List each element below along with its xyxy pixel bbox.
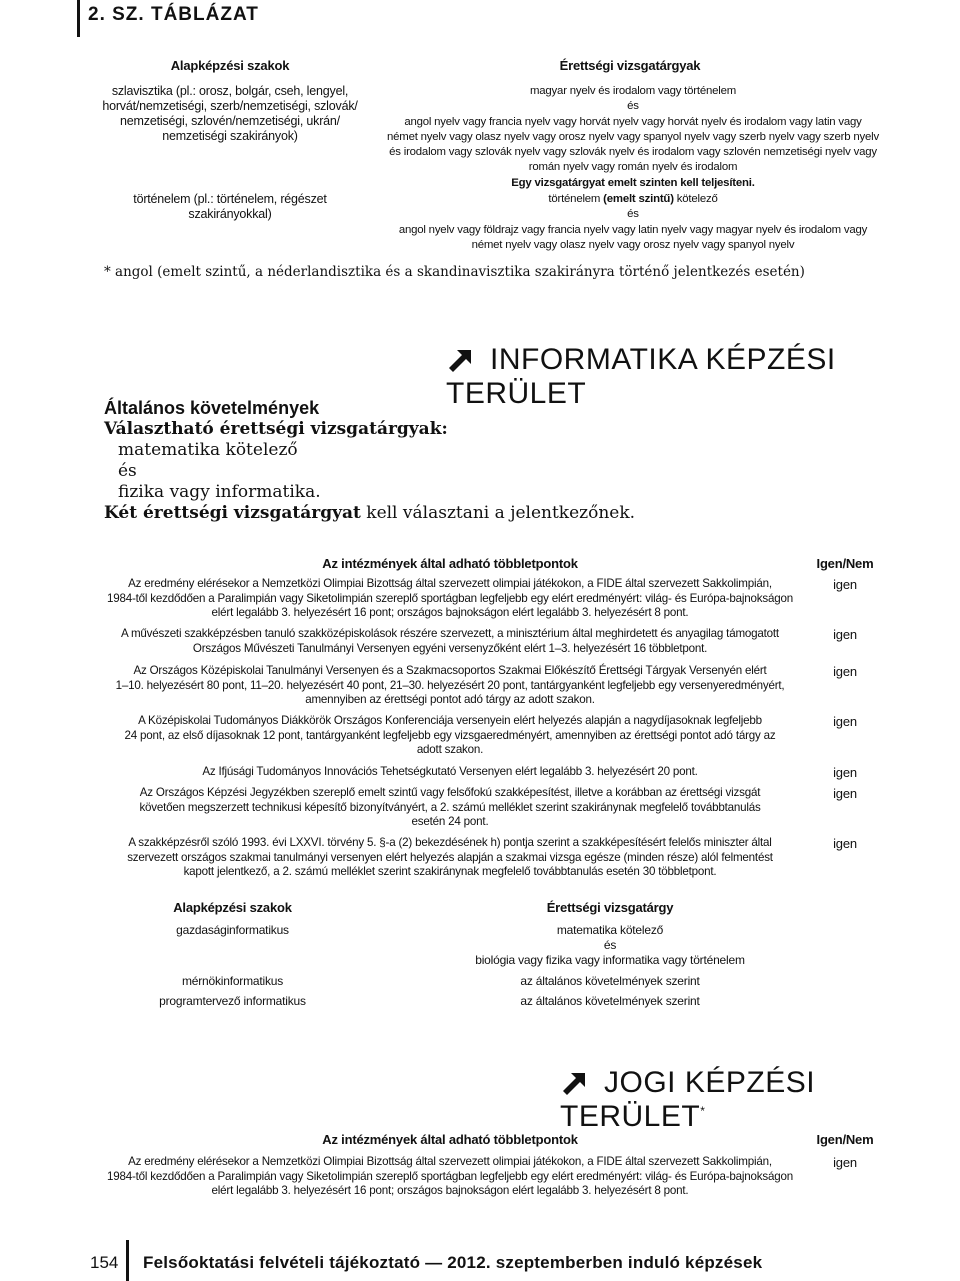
text-line: angol nyelv vagy francia nyelv vagy horvát nyelv vagy horvát nyelv és irodalom vagy latin vagy xyxy=(404,115,862,128)
text-line: Az Országos Képzési Jegyzékben szereplő emelt szintű vagy felsőfokú szakképesítést, illetve a korábban az érettségi vizsgát xyxy=(139,786,761,799)
majors-header: Alapképzési szakok xyxy=(173,900,292,915)
yesno-header: Igen/Nem xyxy=(816,1132,874,1147)
major-name: programtervező informatikus xyxy=(159,994,306,1008)
header-title: 2. SZ. TÁBLÁZAT xyxy=(88,4,259,25)
footnote-marker: * xyxy=(700,1104,706,1118)
text-line: biológia vagy fizika vagy informatika vagy történelem xyxy=(475,953,745,967)
text-line: 1984-től kezdődően a Paralimpián vagy Siketolimpián szereplő sportágban legfeljebb egy elért eredményért: világ- és Európa-bajnokságon xyxy=(106,591,793,605)
text-line: 1984-től kezdődően a Paralimpián vagy Siketolimpián szereplő sportágban legfeljebb egy elért eredményért: világ- és Európa-bajnokságon xyxy=(106,1169,793,1183)
bonus-answer: igen xyxy=(833,627,857,642)
major-subjects: az általános követelmények szerint xyxy=(520,974,700,988)
bonus-table-header: Az intézmények által adható többletpontok xyxy=(322,556,578,571)
text-line xyxy=(104,503,704,524)
bonus-answer: igen xyxy=(833,1155,857,1170)
text-line: horvát/nemzetiségi, szerb/nemzetiségi, szlovák/ xyxy=(102,99,358,113)
table1-row2-subjects xyxy=(358,192,908,253)
footnote: * angol (emelt szintű, a néderlandisztika és a skandinavisztika szakirányra történő jelentkezés esetén) xyxy=(104,264,805,280)
general-requirements xyxy=(104,398,704,524)
table1-right-header: Érettségi vizsgatárgyak xyxy=(559,58,701,73)
table1-row1-subjects xyxy=(358,84,908,191)
text-line: német nyelv vagy olasz nyelv vagy orosz nyelv vagy spanyol nyelv vagy szerb nyelv vagy szerb nyelv xyxy=(387,130,879,143)
section-title-text: JOGI KÉPZÉSI TERÜLET xyxy=(560,1066,816,1133)
text-line: követően megszerzett technikusi képesítő bizonyítványért, a 2. számú melléklet szerint szakiránynak megfelelő továbbtanulás xyxy=(139,800,761,814)
text-line: esetén 24 pont. xyxy=(411,815,489,828)
major-subjects xyxy=(420,923,800,968)
text-span: történelem xyxy=(548,193,604,205)
table1-row1-majors xyxy=(100,84,360,144)
arrow-icon xyxy=(560,1070,588,1098)
text-span: kötelező xyxy=(673,193,718,205)
bonus-answer: igen xyxy=(833,577,857,592)
jogi-section-title xyxy=(560,1066,960,1134)
text-line: A művészeti szakképzésben tanuló szakközépiskolások részére szervezett, a minisztérium által meghirdetett és anyagilag támogatott xyxy=(121,627,779,640)
bonus-row xyxy=(100,627,800,656)
text-span: Két érettségi vizsgatárgyat xyxy=(104,503,361,523)
major-name: gazdaságinformatikus xyxy=(176,923,289,937)
bonus-row xyxy=(100,836,800,880)
bonus-row xyxy=(100,1155,800,1199)
text-line: és xyxy=(118,461,137,481)
text-span: kell választani a jelentkezőnek. xyxy=(360,503,636,523)
bonus-row xyxy=(100,786,800,830)
requirement-note: Egy vizsgatárgyat emelt szinten kell teljesíteni. xyxy=(511,176,755,189)
bonus-answer: igen xyxy=(833,836,857,851)
yesno-header: Igen/Nem xyxy=(816,556,874,571)
major-subjects: az általános követelmények szerint xyxy=(520,994,700,1008)
text-line: Országos Művészeti Tanulmányi Versenyen egyéni versenyzőként elért 1–3. helyezésért 16 többletpont. xyxy=(192,641,708,655)
text-line: Az eredmény elérésekor a Nemzetközi Olimpiai Bizottság által szervezett olimpiai játékokon, a FIDE által szervezett Sakkolimpián, xyxy=(128,1155,772,1168)
text-line xyxy=(358,192,908,207)
choosable-heading: Választható érettségi vizsgatárgyak: xyxy=(104,419,448,439)
text-line: szervezett országos szakmai tanulmányi versenyen elért helyezés alapján a szakmai vizsga egésze (minden része) alól felmentést xyxy=(127,850,773,864)
bonus-table-header: Az intézmények által adható többletpontok xyxy=(322,1132,578,1147)
text-line: A Középiskolai Tudományos Diákkörök Országos Konferenciája versenyein elért helyezés alapján a nagydíjasoknak legfeljebb xyxy=(138,714,762,727)
text-line: kapott jelentkező, a 2. számú melléklet szerint szakiránynak megfelelő továbbtanulás esetén 30 többletpont. xyxy=(183,865,717,878)
text-line: szlavisztika (pl.: orosz, bolgár, cseh, lengyel, xyxy=(111,84,349,98)
page-number: 154 xyxy=(90,1253,119,1272)
text-line: román nyelv vagy román nyelv és irodalom xyxy=(528,161,738,174)
text-line: 1–10. helyezésért 80 pont, 11–20. helyezésért 40 pont, 21–30. helyezésért 20 pont, tantárgyanként legfeljebb egy versenyeredményért, xyxy=(115,678,785,692)
bonus-row xyxy=(100,577,800,621)
text-line: elért legalább 3. helyezésért 16 pont; országos bajnokságon elért legalább 3. helyezésért 8 pont. xyxy=(211,606,689,619)
text-line: adott szakon. xyxy=(416,743,484,756)
text-line: A szakképzésről szóló 1993. évi LXXVI. törvény 5. §-a (2) bekezdésének h) pontja szerint a szakképesítésért felelős miniszter által xyxy=(128,836,772,849)
major-name: mérnökinformatikus xyxy=(181,974,284,988)
section-title-text: INFORMATIKA KÉPZÉSI TERÜLET xyxy=(446,343,836,410)
footer-title: Felsőoktatási felvételi tájékoztató — 2012. szeptemberben induló képzések xyxy=(143,1253,763,1272)
bonus-row xyxy=(100,714,800,758)
subjects-header: Érettségi vizsgatárgy xyxy=(546,900,674,915)
page-header xyxy=(0,0,960,38)
bonus-row xyxy=(100,765,800,780)
bonus-answer: igen xyxy=(833,664,857,679)
text-line: szakirányokkal) xyxy=(188,207,272,221)
text-line: történelem (pl.: történelem, régészet xyxy=(133,192,327,206)
header-divider xyxy=(77,0,80,37)
text-line: 24 pont, az első díjasoknak 12 pont, tantárgyanként legfeljebb egy vizsgaeredményért, amennyiben az érettségi pontot adó tárgy az xyxy=(124,728,776,742)
bonus-answer: igen xyxy=(833,786,857,801)
text-span: (emelt szintű) xyxy=(603,193,674,205)
text-line: nemzetiségi szakirányok) xyxy=(162,129,298,143)
text-line: angol nyelv vagy földrajz vagy francia nyelv vagy latin nyelv vagy magyar nyelv és irodalom vagy xyxy=(398,223,868,236)
general-heading: Általános követelmények xyxy=(104,398,320,418)
footer-divider xyxy=(126,1240,129,1281)
bonus-row xyxy=(100,664,800,708)
bonus-answer: igen xyxy=(833,714,857,729)
text-line: német nyelv vagy olasz nyelv vagy orosz nyelv vagy spanyol nyelv xyxy=(471,238,795,251)
text-line: fizika vagy informatika. xyxy=(118,482,321,502)
text-line: matematika kötelező xyxy=(118,440,298,460)
text-line: elért legalább 3. helyezésért 16 pont; országos bajnokságon elért legalább 3. helyezésért 8 pont. xyxy=(211,1184,689,1197)
text-line: Az Országos Középiskolai Tanulmányi Versenyen és a Szakmacsoportos Szakmai Előkészítő Érettségi Tárgyak Versenyén elért xyxy=(133,664,767,677)
text-line: és irodalom vagy szlovák nyelv vagy szlovák nyelv és irodalom vagy szlovén nemzetiségi nyelv vagy xyxy=(389,146,877,159)
text-line: magyar nyelv és irodalom vagy történelem xyxy=(530,85,736,97)
text-line: amennyiben az érettségi pontot adó tárgy az adott szakon. xyxy=(305,693,595,706)
text-line: Az eredmény elérésekor a Nemzetközi Olimpiai Bizottság által szervezett olimpiai játékokon, a FIDE által szervezett Sakkolimpián, xyxy=(128,577,772,590)
table1-left-header: Alapképzési szakok xyxy=(170,58,290,73)
table1-row2-majors xyxy=(100,192,360,222)
text-line: Az Ifjúsági Tudományos Innovációs Tehetségkutató Versenyen elért legalább 3. helyezésért 20 pont. xyxy=(202,765,698,778)
text-line: és xyxy=(603,938,617,952)
text-line: matematika kötelező xyxy=(556,923,664,937)
text-line: és xyxy=(627,208,639,221)
text-line: és xyxy=(627,100,639,113)
arrow-icon xyxy=(446,347,474,375)
bonus-answer: igen xyxy=(833,765,857,780)
text-line: nemzetiségi, szlovén/nemzetiségi, ukrán/ xyxy=(120,114,340,128)
